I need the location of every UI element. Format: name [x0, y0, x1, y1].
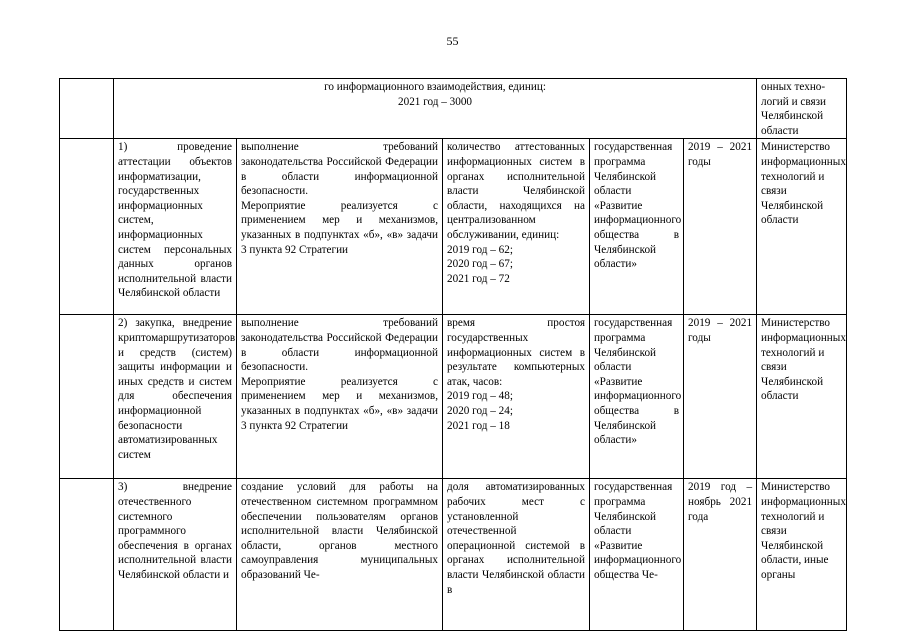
table-cell-empty	[60, 479, 114, 631]
objective-cell	[237, 139, 443, 315]
table-cell-empty	[60, 139, 114, 315]
executor-cell: Министерство информационных технологий и связи Челябинской области	[757, 139, 847, 315]
indicator-year-value: 2021 год – 72	[447, 272, 510, 285]
indicator-year-value: 2020 год – 67;	[447, 258, 513, 271]
measures-table	[59, 78, 847, 631]
table-row	[60, 479, 847, 631]
indicator-continuation-cell	[114, 79, 757, 139]
period-cell: 2019 – 2021 годы	[684, 315, 757, 479]
table-cell-empty	[60, 79, 114, 139]
indicator-cell	[443, 139, 590, 315]
executor-cell: Министерство информационных технологий и связи Челябинской области	[757, 315, 847, 479]
program-cell: государственная программа Челябинской области «Развитие информационного общества в Челябинской области»	[590, 315, 684, 479]
measure-cell: 1) проведение аттестации объектов информатизации, государственных информационных систем, информационных систем персональных данных органов исполнительной власти Челябинской области	[114, 139, 237, 315]
indicator-year-value: 2019 год – 62;	[447, 243, 513, 256]
indicator-text: количество аттестованных информационных систем в органах исполнительной власти Челябинской области, находящихся на централизованном обслуживании, единиц:	[447, 141, 585, 241]
table-row	[60, 79, 847, 139]
executor-cell: онных техно-логий и связи Челябинской области	[757, 79, 847, 139]
indicator-cell	[443, 315, 590, 479]
indicator-text: время простоя государственных информационных систем в результате компьютерных атак, часов:	[447, 317, 585, 388]
indicator-continuation-value: 2021 год – 3000	[398, 95, 473, 108]
indicator-continuation-line: го информационного взаимодействия, единиц:	[324, 81, 546, 93]
indicator-year-value: 2019 год – 48;	[447, 390, 513, 403]
executor-cell: Министерство информационных технологий и связи Челябинской области, иные органы	[757, 479, 847, 631]
indicator-cell: доля автоматизированных рабочих мест с установленной отечественной операционной системой в органах исполнительной власти Челябинской области в	[443, 479, 590, 631]
program-cell: государственная программа Челябинской области «Развитие информационного общества Че-	[590, 479, 684, 631]
table-row	[60, 139, 847, 315]
table-row	[60, 315, 847, 479]
objective-text: выполнение требований законодательства Российской Федерации в области информационной безопасности.	[241, 317, 438, 374]
objective-note: Мероприятие реализуется с применением мер и механизмов, указанных в подпунктах «б», «в» задачи 3 пункта 92 Стратегии	[241, 375, 438, 432]
period-cell: 2019 – 2021 годы	[684, 139, 757, 315]
objective-cell	[237, 315, 443, 479]
period-cell: 2019 год – ноябрь 2021 года	[684, 479, 757, 631]
indicator-year-value: 2020 год – 24;	[447, 404, 513, 417]
measure-cell: 3) внедрение отечественного системного программного обеспечения в органах исполнительной власти Челябинской области и	[114, 479, 237, 631]
measure-cell: 2) закупка, внедрение криптомаршрутизаторов и средств (систем) защиты информации и иных средств и систем для обеспечения информационной безопасности автоматизированных систем	[114, 315, 237, 479]
objective-cell: создание условий для работы на отечественном системном программном обеспечении пользователям органов исполнительной власти Челябинской области, органов местного самоуправления муниципальных образований Че-	[237, 479, 443, 631]
table-cell-empty	[60, 315, 114, 479]
page-number: 55	[446, 34, 459, 48]
program-cell: государственная программа Челябинской области «Развитие информационного общества в Челябинской области»	[590, 139, 684, 315]
objective-note: Мероприятие реализуется с применением мер и механизмов, указанных в подпунктах «б», «в» задачи 3 пункта 92 Стратегии	[241, 199, 438, 256]
objective-text: выполнение требований законодательства Российской Федерации в области информационной безопасности.	[241, 141, 438, 198]
indicator-year-value: 2021 год – 18	[447, 419, 510, 432]
